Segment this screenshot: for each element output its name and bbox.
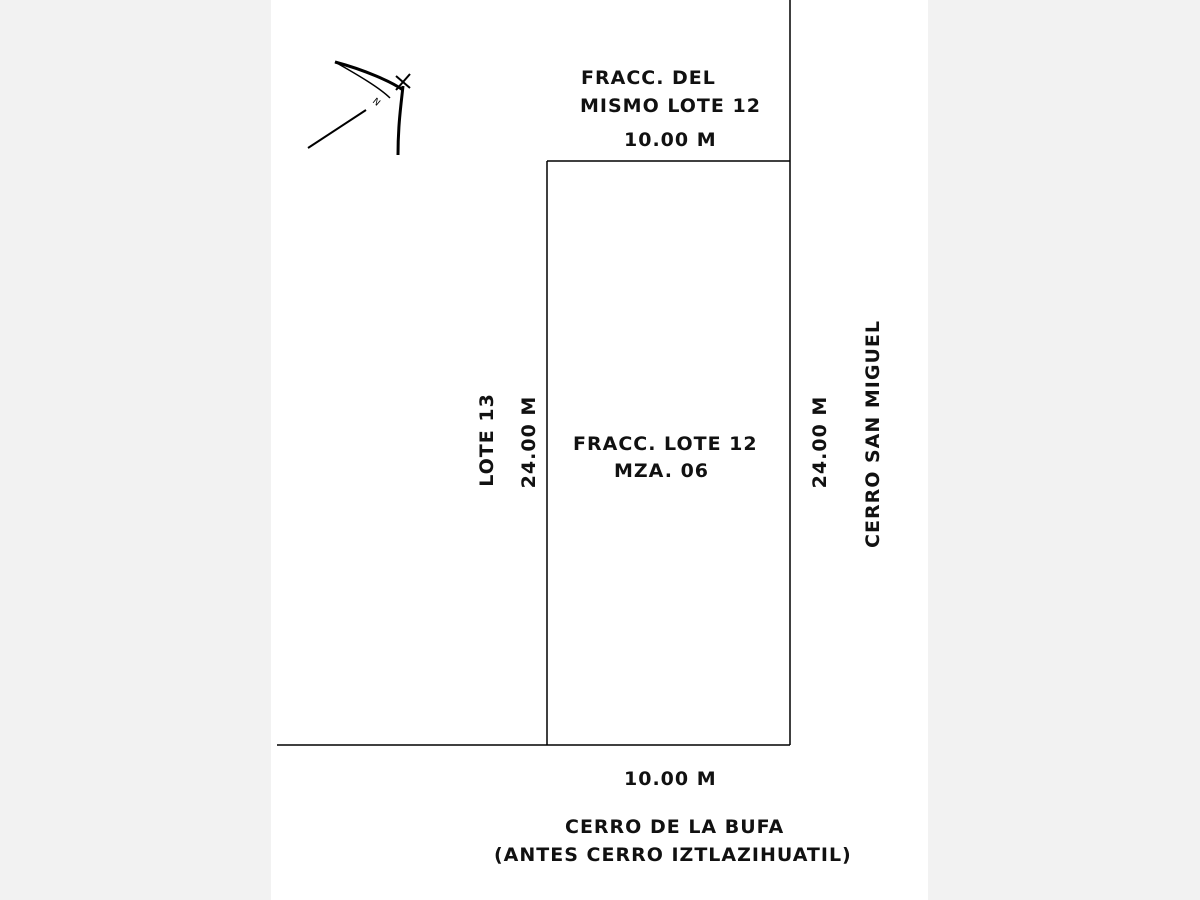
right-measurement: 24.00 M — [809, 395, 831, 489]
top-neighbor-label-line2: MISMO LOTE 12 — [580, 95, 761, 117]
top-neighbor-label-line1: FRACC. DEL — [581, 67, 716, 89]
svg-text:N: N — [370, 96, 382, 109]
top-measurement: 10.00 M — [624, 129, 717, 151]
lot-label-line1: FRACC. LOTE 12 — [573, 433, 758, 455]
left-neighbor-label: LOTE 13 — [476, 393, 498, 487]
lot-label-line2: MZA. 06 — [614, 460, 710, 482]
left-measurement: 24.00 M — [518, 395, 540, 489]
bottom-measurement: 10.00 M — [624, 768, 717, 790]
bottom-street-label-line1: CERRO DE LA BUFA — [565, 816, 785, 838]
bottom-street-label-line2: (ANTES CERRO IZTLAZIHUATIL) — [494, 844, 852, 866]
right-street-label: CERRO SAN MIGUEL — [862, 320, 884, 548]
north-arrow-icon — [308, 62, 410, 155]
